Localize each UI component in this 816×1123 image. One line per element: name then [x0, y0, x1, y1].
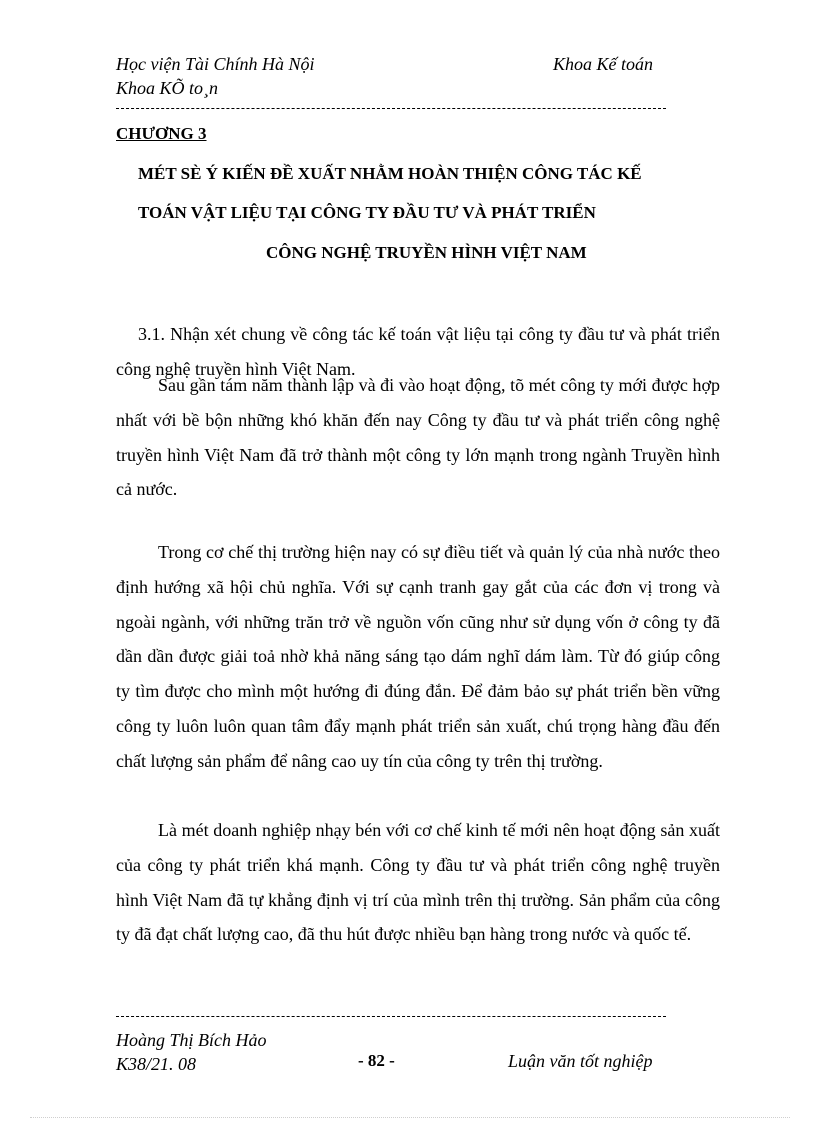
footer-right: Luận văn tốt nghiệp — [508, 1051, 653, 1071]
header-right: Khoa Kế toán — [553, 54, 654, 74]
paragraph: Là mét doanh nghiệp nhạy bén với cơ chế kinh tế mới nên hoạt động sản xuất của công ty phát triển khá mạnh. Công ty đầu tư và phát triển công nghệ truyền hình Việt Nam đã tự khẳng định vị trí của mình trên thị trường. Sản phẩm của công ty đã đạt chất lượng cao, đã thu hút được nhiều bạn hàng trong nước và quốc tế. — [116, 820, 720, 945]
footer-left — [116, 1028, 267, 1076]
paragraph: Sau gần tám năm thành lập và đi vào hoạt động, tõ mét công ty mới được hợp nhất với bề bộn những khó khăn đến nay Công ty đầu tư và phát triển công nghệ truyền hình Việt Nam đã trở thành một công ty lớn mạnh trong ngành Truyền hình cả nước. — [116, 375, 720, 500]
paragraph-block-1 — [116, 368, 720, 507]
paragraph: Trong cơ chế thị trường hiện nay có sự điều tiết và quản lý của nhà nước theo định hướng xã hội chủ nghĩa. Với sự cạnh tranh gay gắt của các đơn vị trong và ngoài ngành, với những trăn trở về nguồn vốn cũng như sử dụng vốn ở công ty đã dần dần được giải toả nhờ khả năng sáng tạo dám nghĩ dám làm. Từ đó giúp công ty tìm được cho mình một hướng đi đúng đắn. Để đảm bảo sự phát triển bền vững công ty luôn luôn quan tâm đẩy mạnh phát triển sản xuất, chú trọng hàng đầu đến chất lượng sản phẩm để nâng cao uy tín của công ty trên thị trường. — [116, 542, 720, 771]
footer-divider — [116, 1016, 666, 1017]
footer-author: Hoàng Thị Bích Hảo — [116, 1030, 267, 1050]
page-number: - 82 - — [358, 1051, 395, 1070]
chapter-title-line-3: CÔNG NGHỆ TRUYỀN HÌNH VIỆT NAM — [266, 243, 587, 262]
header-faculty: Khoa KÕ to¸n — [116, 78, 219, 98]
chapter-title-line-2: TOÁN VẬT LIỆU TẠI CÔNG TY ĐẦU TƯ VÀ PHÁT TRIỂN — [138, 203, 596, 222]
footer-class: K38/21. 08 — [116, 1054, 197, 1074]
header-divider — [116, 108, 666, 109]
page-edge-border — [30, 1117, 790, 1118]
section-heading: 3.1. Nhận xét chung về công tác kế toán vật liệu tại công ty đầu tư và phát triển công nghệ truyền hình Việt Nam. — [116, 324, 720, 379]
chapter-label: CHƯƠNG 3 — [116, 124, 207, 143]
chapter-title-line-1: MÉT SÈ Ý KIẾN ĐỀ XUẤT NHẰM HOÀN THIỆN CÔNG TÁC KẾ — [138, 164, 642, 183]
paragraph-block-2 — [116, 535, 720, 779]
paragraph-block-3 — [116, 813, 720, 952]
header-institution: Học viện Tài Chính Hà Nội — [116, 54, 315, 74]
header-left — [116, 52, 315, 100]
